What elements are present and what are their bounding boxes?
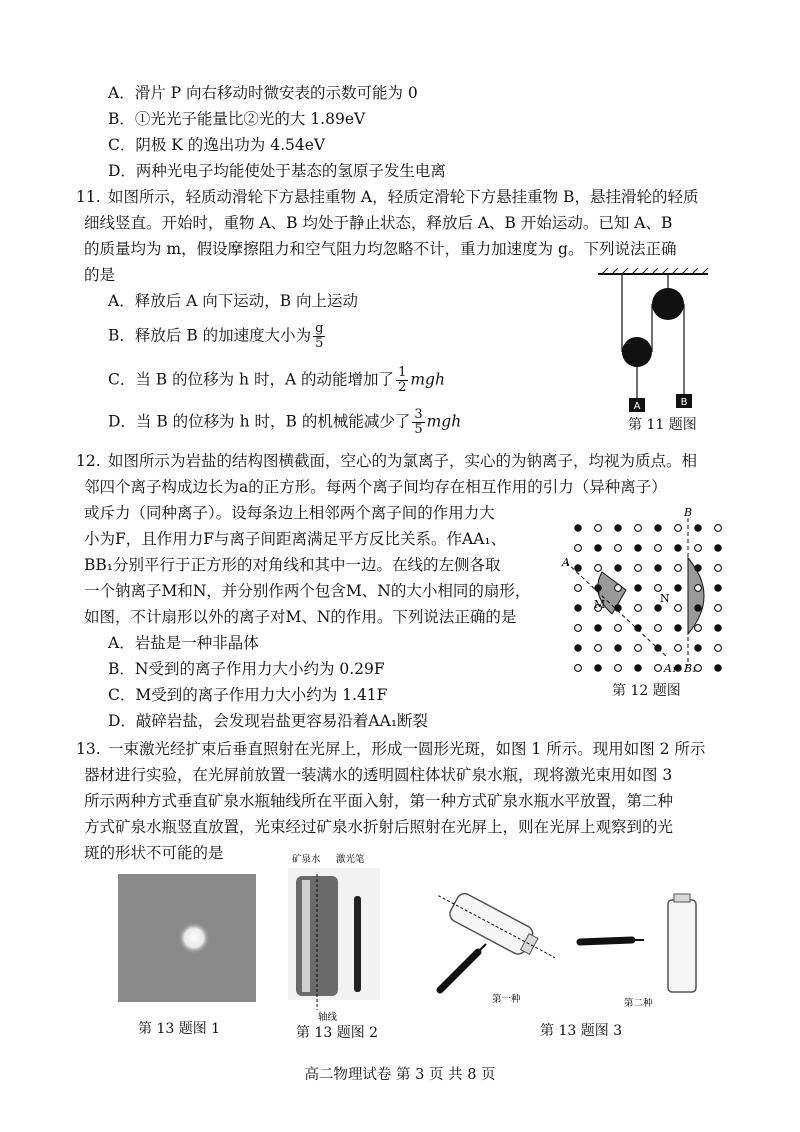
light-spot: [178, 922, 210, 954]
label-first-method: 第一种: [492, 994, 521, 1005]
chloride-ion: [675, 525, 682, 532]
sodium-ion: [635, 665, 641, 671]
sodium-ion: [575, 565, 581, 571]
laser-pen-first: [440, 952, 478, 990]
bottle-highlight: [302, 880, 310, 992]
sodium-ion: [695, 525, 701, 531]
q11-option-d: [108, 408, 461, 437]
q12-stem-line-6: 一个钠离子M和N，并分别作两个包含M、N的大小相同的扇形，: [84, 582, 531, 600]
chloride-ion: [615, 665, 622, 672]
fraction-numerator: g: [315, 321, 324, 336]
q13-caption1: 第 13 题图 1: [138, 1021, 221, 1037]
sodium-ion: [635, 585, 641, 591]
q11-stem-line-2: 细线竖直。开始时，重物 A、B 均处于静止状态，释放后 A、B 开始运动。已知 A、B: [84, 214, 673, 232]
q12-stem-line-1: 如图所示为岩盐的结构图横截面，空心的为氯离子，实心的为钠离子，均视为质点。相: [108, 452, 698, 470]
sodium-ion: [715, 625, 721, 631]
horizontal-bottle: [431, 882, 562, 970]
sodium-ion: [595, 625, 601, 631]
sodium-ion: [575, 605, 581, 611]
page-footer: 高二物理试卷 第 3 页 共 8 页: [304, 1067, 496, 1083]
q11-option-b-text: B．释放后 B 的加速度大小为: [108, 326, 312, 345]
chloride-ion: [615, 625, 622, 632]
sodium-ion: [615, 605, 621, 611]
label-laser-pen: 激光笔: [336, 854, 365, 865]
sodium-ion: [695, 605, 701, 611]
chloride-ion: [655, 665, 662, 672]
weight-b-label: B: [680, 397, 688, 408]
chloride-ion: [615, 545, 622, 552]
label-axis: 轴线: [318, 1012, 338, 1022]
chloride-ion: [635, 565, 642, 572]
chloride-ion: [715, 605, 722, 612]
sodium-ion: [715, 545, 721, 551]
q11-option-d-text: D．当 B 的位移为 h 时，B 的机械能减少了: [108, 412, 411, 431]
chloride-ion: [575, 665, 582, 672]
laser-pen: [354, 896, 361, 992]
q11-option-b-fraction: [313, 322, 325, 351]
q11-option-c-fraction: [396, 366, 408, 395]
line-aa1: [566, 562, 668, 658]
sodium-ion: [675, 625, 681, 631]
q11-number: 11.: [76, 188, 101, 206]
q12-option-b: B．N受到的离子作用力大小约为 0.29F: [108, 660, 385, 678]
q13-stem-line-1: 一束激光经扩束后垂直照射在光屏上，形成一圆形光斑，如图 1 所示。现用如图 2 所示: [108, 740, 706, 758]
vertical-bottle-cap: [674, 894, 690, 902]
q12-stem-line-3: 或斥力（同种离子）。设每条边上相邻两个离子间的作用力大: [84, 504, 495, 522]
q11-stem-line-1: 如图所示，轻质动滑轮下方悬挂重物 A，轻质定滑轮下方悬挂重物 B，悬挂滑轮的轻质: [108, 188, 699, 206]
q10-option-b: B．①光光子能量比②光的大 1.89eV: [108, 110, 366, 128]
chloride-ion: [635, 525, 642, 532]
sodium-ion: [615, 645, 621, 651]
chloride-ion: [655, 545, 662, 552]
chloride-ion: [715, 525, 722, 532]
q12-stem-line-2: 邻四个离子构成边长为a的正方形。每两个离子间均存在相互作用的引力（异种离子）: [84, 478, 667, 496]
q13-stem-line-4: 方式矿泉水瓶竖直放置，光束经过矿泉水折射后照射在光屏上，则在光屏上观察到的光: [84, 818, 674, 836]
sodium-ion: [695, 645, 701, 651]
q12-stem-line-4: 小为F，且作用力F与离子间距离满足平方反比关系。作AA₁、: [84, 530, 507, 548]
sodium-ion: [675, 585, 681, 591]
chloride-ion: [695, 585, 702, 592]
q13-caption3: 第 13 题图 3: [540, 1023, 623, 1039]
chloride-ion: [635, 645, 642, 652]
chloride-ion: [715, 645, 722, 652]
sodium-ion: [655, 605, 661, 611]
q11-option-c-expr: mgh: [410, 370, 445, 389]
fraction-denominator: 2: [398, 380, 407, 395]
q12-option-c: C．M受到的离子作用力大小约为 1.41F: [108, 686, 388, 704]
q13-figure2-photo: [284, 850, 384, 1022]
weight-a-label: A: [633, 401, 641, 412]
sodium-ion: [615, 525, 621, 531]
chloride-ion: [595, 565, 602, 572]
fraction-denominator: 5: [315, 336, 324, 351]
q11-pulley-figure: [596, 268, 716, 418]
sodium-ion: [575, 525, 581, 531]
laser-pen-first-tip: [478, 944, 486, 952]
q13-stem-line-2: 器材进行实验，在光屏前放置一装满水的透明圆柱体状矿泉水瓶，现将激光束用如图 3: [84, 766, 673, 784]
q10-option-a: A．滑片 P 向右移动时微安表的示数可能为 0: [108, 84, 418, 102]
chloride-ion: [595, 645, 602, 652]
sodium-ion: [715, 665, 721, 671]
laser-pen-second: [580, 940, 632, 942]
sodium-ion: [695, 565, 701, 571]
q12-stem-line-5: BB₁分别平行于正方形的对角线和其中一边。在线的左侧各取: [84, 556, 501, 574]
chloride-ion: [575, 625, 582, 632]
q11-option-d-fraction: [412, 408, 424, 437]
q13-number: 13.: [76, 740, 101, 758]
q13-figure1-photo: [118, 874, 256, 1002]
sodium-ion: [655, 525, 661, 531]
chloride-ion: [715, 565, 722, 572]
q12-option-d: D．敲碎岩盐，会发现岩盐更容易沿着AA₁断裂: [108, 712, 429, 730]
q12-option-a: A．岩盐是一种非晶体: [108, 634, 259, 652]
q11-option-a: A．释放后 A 向下运动，B 向上运动: [108, 292, 359, 310]
sodium-ion: [595, 585, 601, 591]
q13-figure3: [418, 872, 698, 1012]
sodium-ion: [595, 665, 601, 671]
q13-stem-line-5: 斑的形状不可能的是: [84, 844, 224, 862]
q13-caption2: 第 13 题图 2: [296, 1025, 379, 1041]
sodium-ion: [615, 565, 621, 571]
label-water-bottle: 矿泉水: [292, 854, 321, 865]
chloride-ion: [655, 625, 662, 632]
sodium-ion: [635, 545, 641, 551]
chloride-ion: [595, 525, 602, 532]
sodium-ion: [595, 545, 601, 551]
chloride-ion: [675, 605, 682, 612]
q11-option-d-expr: mgh: [426, 412, 462, 431]
fraction-numerator: 1: [398, 365, 407, 380]
q10-option-c: C．阴极 K 的逸出功为 4.54eV: [108, 136, 326, 154]
chloride-ion: [635, 605, 642, 612]
label-m: M: [594, 598, 606, 611]
q11-caption: 第 11 题图: [628, 417, 697, 433]
label-second-method: 第二种: [624, 998, 653, 1009]
chloride-ion: [575, 545, 582, 552]
chloride-ion: [575, 585, 582, 592]
q11-option-c: [108, 366, 445, 395]
chloride-ion: [675, 645, 682, 652]
vertical-bottle: [668, 900, 696, 992]
q11-option-c-text: C．当 B 的位移为 h 时，A 的动能增加了: [108, 370, 395, 389]
q10-option-d: D．两种光电子均能使处于基态的氢原子发生电离: [108, 162, 446, 180]
label-n: N: [660, 592, 670, 605]
q12-stem-line-7: 如图，不计扇形以外的离子对M、N的作用。下列说法正确的是: [84, 608, 517, 626]
fraction-numerator: 3: [414, 407, 423, 422]
label-b: B: [684, 506, 693, 519]
chloride-ion: [655, 585, 662, 592]
label-a: A: [562, 556, 570, 569]
label-a1: A₁: [664, 662, 677, 675]
q11-stem-line-4: 的是: [84, 266, 116, 284]
sodium-ion: [675, 545, 681, 551]
fraction-denominator: 5: [414, 422, 423, 437]
fixed-pulley: [652, 288, 684, 320]
label-b1: B₁: [684, 662, 697, 675]
q12-lattice-figure: [560, 506, 760, 676]
sodium-ion: [655, 565, 661, 571]
chloride-ion: [675, 565, 682, 572]
sodium-ion: [715, 585, 721, 591]
q12-number: 12.: [76, 452, 101, 470]
chloride-ion: [695, 545, 702, 552]
q13-stem-line-3: 所示两种方式垂直矿泉水瓶轴线所在平面入射，第一种方式矿泉水瓶水平放置，第二种: [84, 792, 674, 810]
q11-stem-line-3: 的质量均为 m，假设摩擦阻力和空气阻力均忽略不计，重力加速度为 g。下列说法正确: [84, 240, 677, 258]
chloride-ion: [695, 625, 702, 632]
chloride-ion: [615, 585, 622, 592]
q12-caption: 第 12 题图: [612, 683, 681, 699]
movable-pulley: [622, 337, 652, 367]
sodium-ion: [575, 645, 581, 651]
q11-option-b: [108, 322, 327, 351]
